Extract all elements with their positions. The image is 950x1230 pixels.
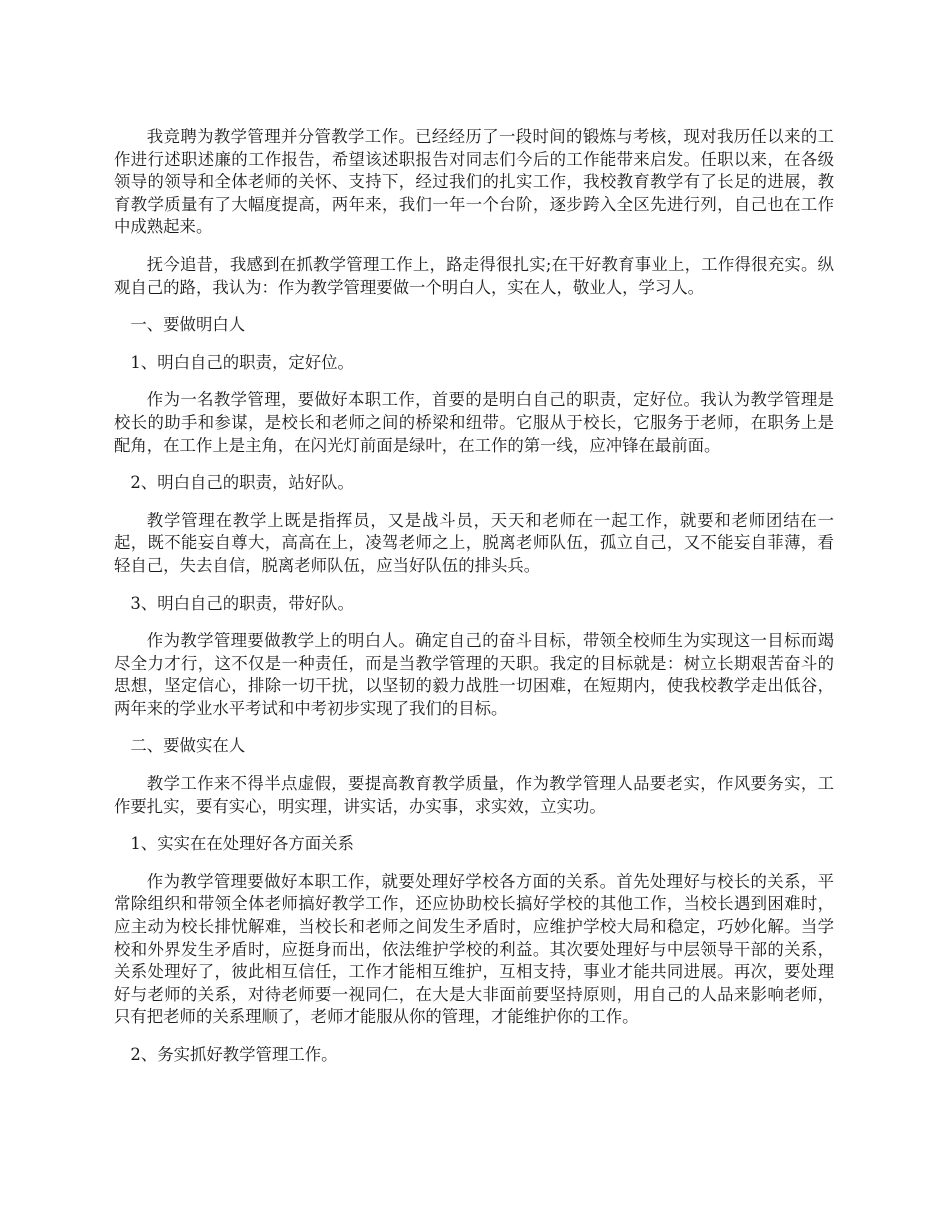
subheading-1-1: 1、明白自己的职责，定好位。 — [130, 352, 354, 372]
paragraph-1-1: 作为一名教学管理，要做好本职工作，首要的是明白自己的职责，定好位。我认为教学管理是校长的助手和参谋，是校长和老师之间的桥梁和纽带。它服从于校长，它服务于老师，在职务上是配角，在工作上是主角，在闪光灯前面是绿叶，在工作的第一线，应冲锋在最前面。 — [114, 390, 834, 455]
subheading-1-3: 3、明白自己的职责，带好队。 — [130, 593, 354, 613]
reflection-paragraph: 抚今追昔，我感到在抓教学管理工作上，路走得很扎实;在干好教育事业上，工作得很充实。纵观自己的路，我认为：作为教学管理要做一个明白人，实在人，敬业人，学习人。 — [114, 254, 834, 297]
subheading-2-2: 2、务实抓好教学管理工作。 — [130, 1045, 338, 1064]
paragraph-2-1: 作为教学管理要做好本职工作，就要处理好学校各方面的关系。首先处理好与校长的关系，平常除组织和带领全体老师搞好教学工作，还应协助校长搞好学校的其他工作，当校长遇到困难时，应主动为校长排忧解难，当校长和老师之间发生矛盾时，应维护学校大局和稳定，巧妙化解。当学校和外界发生矛盾时，应挺身而出，依法维护学校的利益。其次要处理好与中层领导干部的关系，关系处理好了，彼此相互信任，工作才能相互维护，互相支持，事业才能共同进展。再次，要处理好与老师的关系，对待老师要一视同仁，在大是大非面前要坚持原则，用自己的人品来影响老师，只有把老师的关系理顺了，老师才能服从你的管理，才能维护你的工作。 — [114, 871, 834, 1027]
paragraph-1-3: 作为教学管理要做教学上的明白人。确定自己的奋斗目标，带领全校师生为实现这一目标而竭尽全力才行，这不仅是一种责任，而是当教学管理的天职。我定的目标就是：树立长期艰苦奋斗的思想，坚定信心，排除一切干扰，以坚韧的毅力战胜一切困难，在短期内，使我校教学走出低谷，两年来的学业水平考试和中考初步实现了我们的目标。 — [114, 631, 834, 718]
section-heading-2: 二、要做实在人 — [130, 736, 246, 756]
subheading-1-2: 2、明白自己的职责，站好队。 — [130, 473, 354, 493]
paragraph-2-intro: 教学工作来不得半点虚假，要提高教育教学质量，作为教学管理人品要老实，作风要务实，工作要扎实，要有实心，明实理，讲实话，办实事，求实效，立实功。 — [114, 774, 834, 816]
paragraph-1-2: 教学管理在教学上既是指挥员，又是战斗员，天天和老师在一起工作，就要和老师团结在一起，既不能妄自尊大，高高在上，凌驾老师之上，脱离老师队伍，孤立自己，又不能妄自菲薄，看轻自己，失去自信，脱离老师队伍，应当好队伍的排头兵。 — [114, 510, 834, 575]
section-heading-1: 一、要做明白人 — [130, 315, 246, 335]
intro-paragraph: 我竞聘为教学管理并分管教学工作。已经经历了一段时间的锻炼与考核，现对我历任以来的工作进行述职述廉的工作报告，希望该述职报告对同志们今后的工作能带来启发。任职以来，在各级领导的领导和全体老师的关怀、支持下，经过我们的扎实工作，我校教育教学有了长足的进展，教育教学质量有了大幅度提高，两年来，我们一年一个台阶，逐步跨入全区先进行列，自己也在工作中成熟起来。 — [114, 127, 834, 237]
document-page — [114, 126, 834, 1082]
subheading-2-1: 1、实实在在处理好各方面关系 — [130, 834, 354, 854]
